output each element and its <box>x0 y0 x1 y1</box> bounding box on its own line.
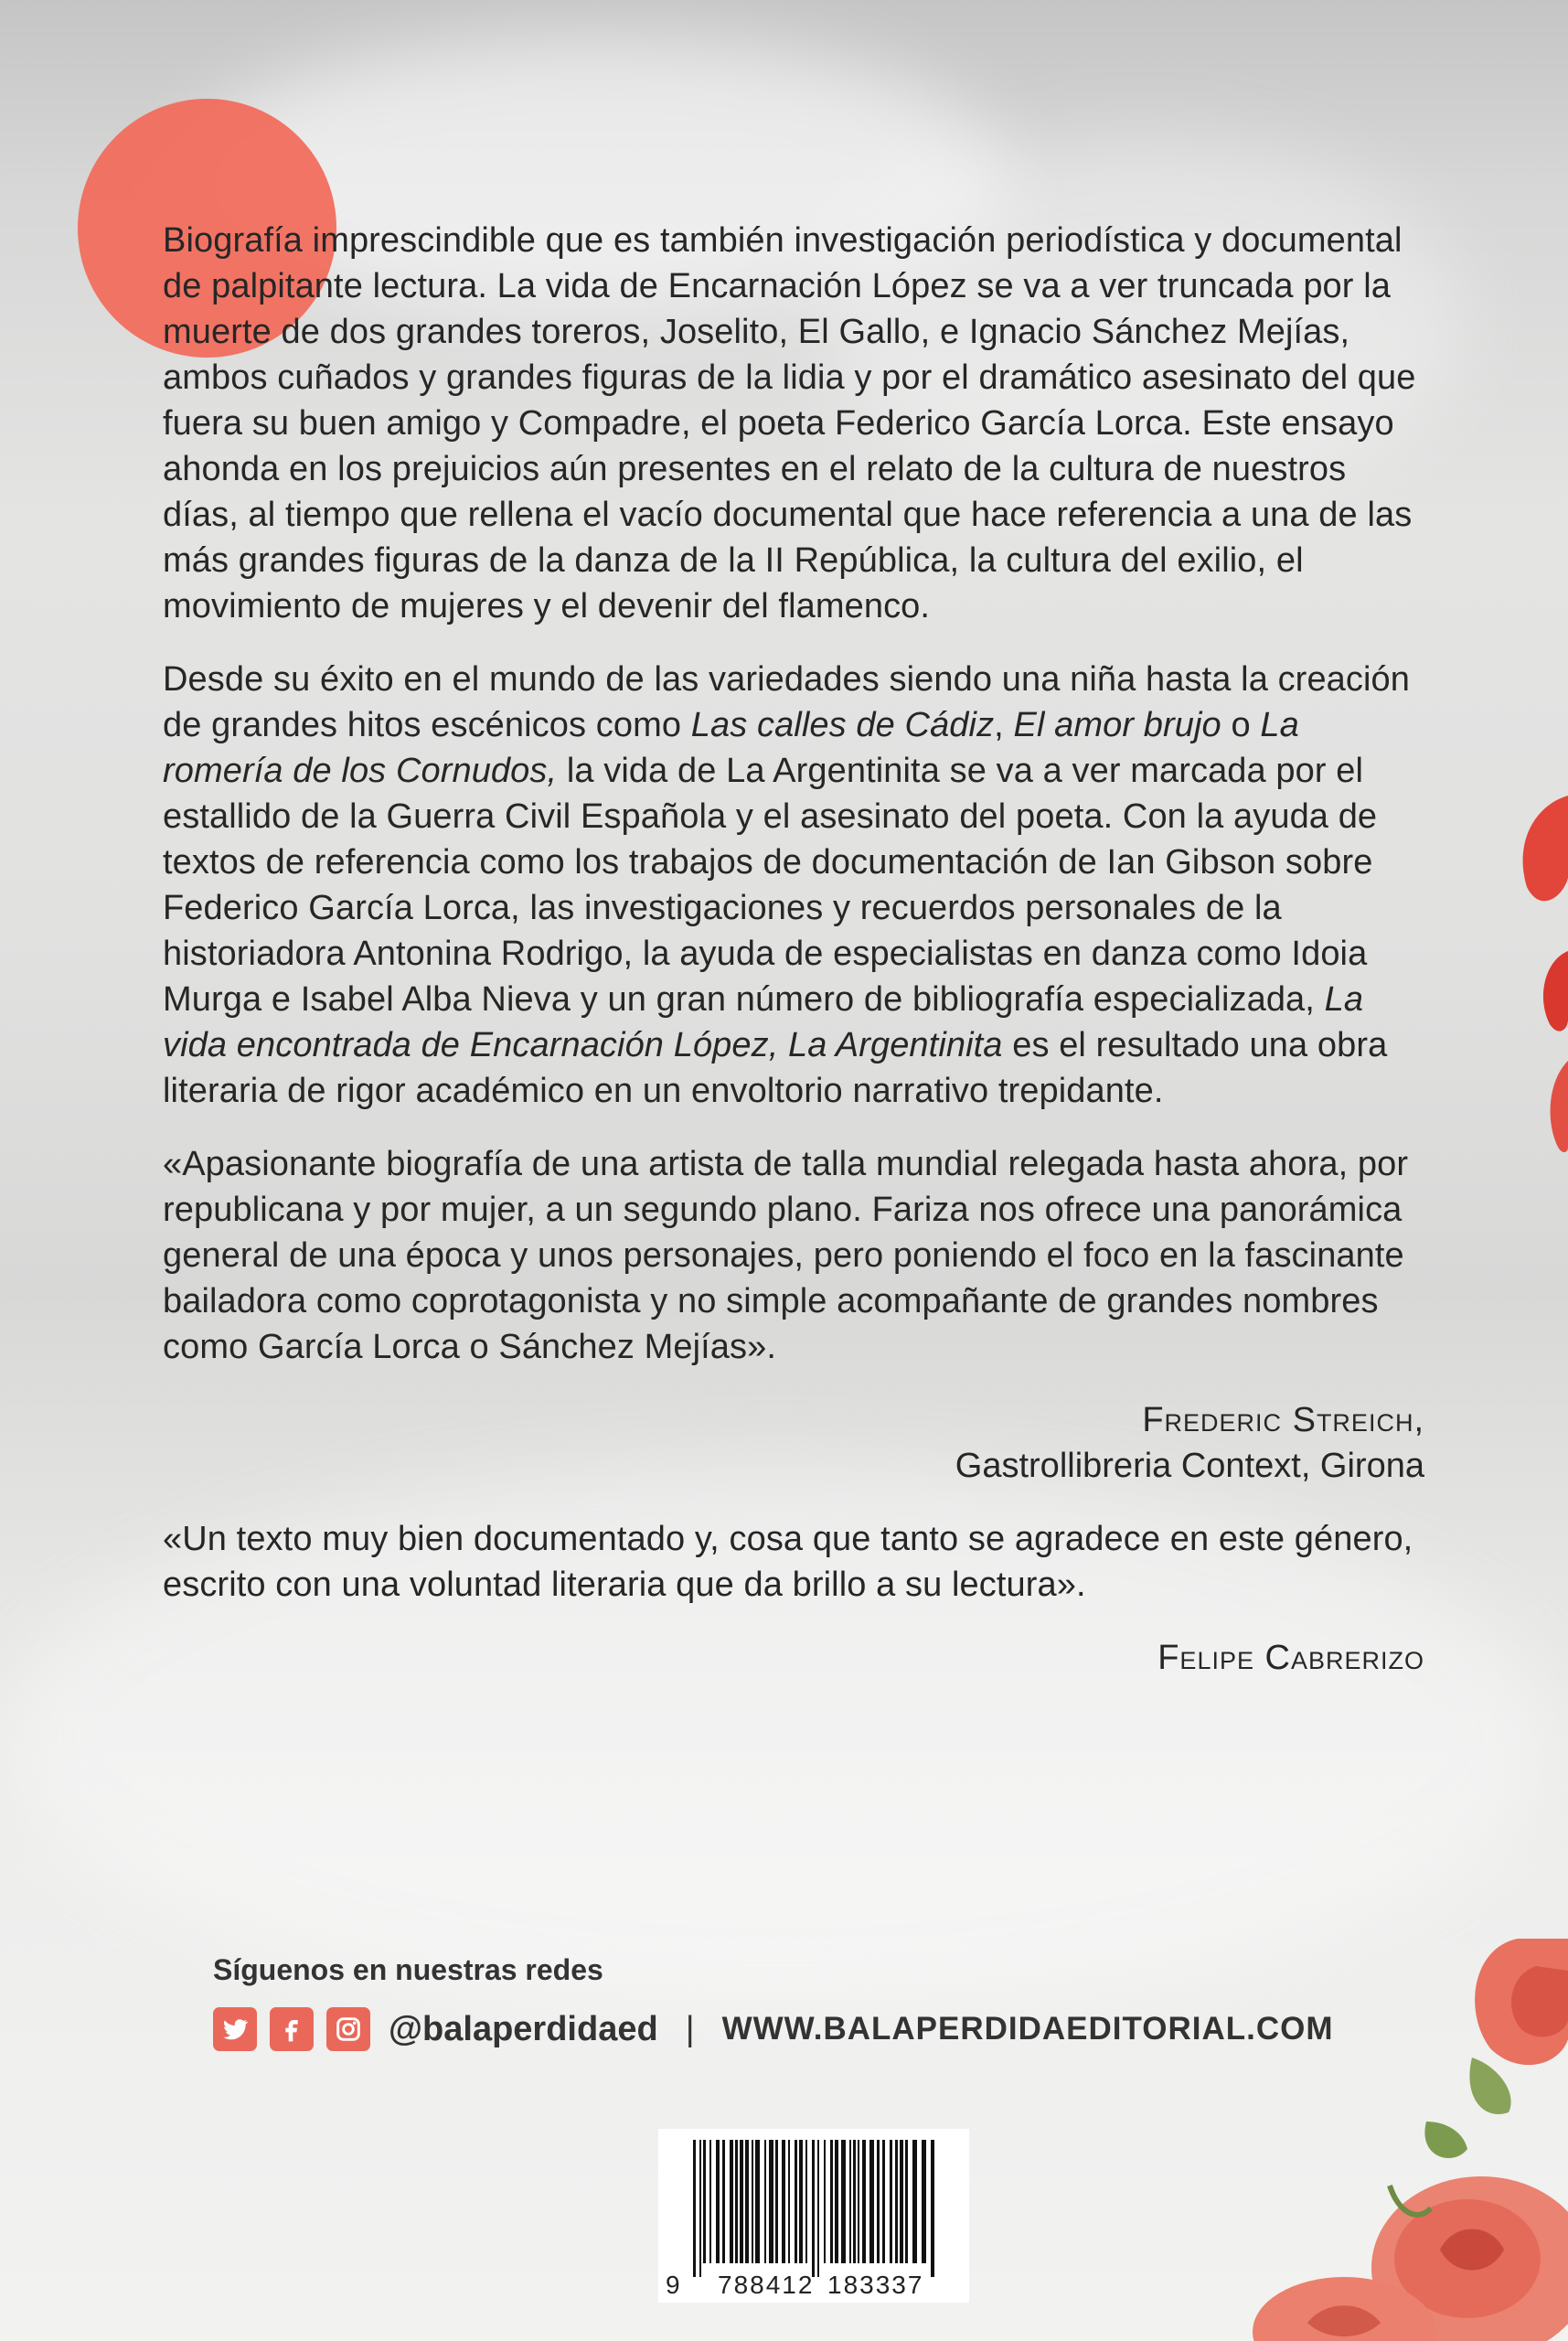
text-run: es el resultado una obra literaria de rigor académico en un envoltorio narrativo trepidante. <box>163 1026 1388 1110</box>
back-cover-text <box>163 218 1424 1708</box>
reviewer-name-2: Felipe Cabrerizo <box>1157 1639 1424 1677</box>
text-run: El amor brujo <box>1013 706 1221 744</box>
separator: | <box>685 2009 695 2048</box>
text-run: , <box>994 706 1014 744</box>
text-run: o <box>1221 706 1261 744</box>
text-run: La romería de los Cornudos, <box>163 706 1299 790</box>
rose-petals-decoration <box>1499 786 1568 1170</box>
reviewer-place-1: Gastrollibreria Context, Girona <box>955 1447 1424 1485</box>
barcode-digits-left: 788412 <box>718 2271 815 2299</box>
isbn-barcode <box>658 2129 969 2303</box>
text-run: Biografía imprescindible que es también investigación periodística y documental de palpitante lectura. La vida de Encarnación López se va a ver truncada por la muerte de dos grandes toreros, Joselito, El Gallo, e Ignacio Sánchez Mejías, ambos cuñados y grandes figuras de la lidia y por el dramático asesinato del que fuera su buen amigo y Compadre, el poeta Federico García Lorca. Este ensayo ahonda en los prejuicios aún presentes en el relato de la cultura de nuestros días, al tiempo que rellena el vacío documental que hace referencia a una de las más grandes figuras de la danza de la II República, la cultura del exilio, el movimiento de mujeres y el devenir del flamenco. <box>163 221 1416 625</box>
review-attribution-2 <box>163 1635 1424 1681</box>
text-run: Desde su éxito en el mundo de las variedades siendo una niña hasta la creación de grandes hitos escénicos como <box>163 660 1411 744</box>
text-run: «Apasionante biografía de una artista de talla mundial relegada hasta ahora, por republicana y por mujer, a un segundo plano. Fariza nos ofrece una panorámica general de una época y unos personajes, pero poniendo el foco en la fascinante bailadora como coprotagonista y no simple acompañante de grandes nombres como García Lorca o Sánchez Mejías». <box>163 1145 1409 1366</box>
website-link[interactable]: WWW.BALAPERDIDAEDITORIAL.COM <box>721 2011 1334 2047</box>
twitter-icon[interactable] <box>213 2007 257 2051</box>
reviewer-name-1: Frederic Streich, <box>1142 1401 1424 1439</box>
review-attribution-1 <box>163 1397 1424 1489</box>
description-paragraph-2 <box>163 657 1424 1114</box>
description-paragraph-1 <box>163 218 1424 629</box>
text-run: Las calles de Cádiz <box>690 706 995 744</box>
facebook-icon[interactable] <box>270 2007 314 2051</box>
review-quote-2: «Un texto muy bien documentado y, cosa que tanto se agradece en este género, escrito con una voluntad literaria que da brillo a su lectura». <box>163 1520 1413 1604</box>
instagram-icon[interactable] <box>326 2007 370 2051</box>
text-run: La vida encontrada de Encarnación López, La Argentinita <box>163 980 1364 1064</box>
roses-decoration <box>1243 1884 1568 2341</box>
text-run: la vida de La Argentinita se va a ver marcada por el estallido de la Guerra Civil Española y el asesinato del poeta. Con la ayuda de textos de referencia como los trabajos de documentación de Ian Gibson sobre Federico García Lorca, las investigaciones y recuerdos personales de la historiadora Antonina Rodrigo, la ayuda de especialistas en danza como Idoia Murga e Isabel Alba Nieva y un gran número de bibliografía especializada, <box>163 752 1378 1019</box>
barcode-digits-right: 183337 <box>827 2271 924 2299</box>
social-title: Síguenos en nuestras redes <box>213 1953 603 1986</box>
social-handle[interactable]: @balaperdidaed <box>389 2009 658 2048</box>
barcode-digit-lead: 9 <box>666 2271 680 2299</box>
review-quote-1 <box>163 1141 1424 1370</box>
social-row <box>213 2007 1402 2051</box>
social-section <box>213 1953 1402 2051</box>
